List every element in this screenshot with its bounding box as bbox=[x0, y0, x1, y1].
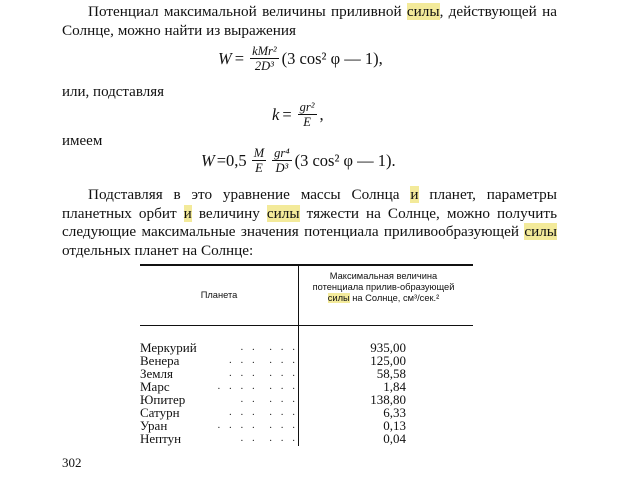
label-we-have: имеем bbox=[62, 133, 103, 149]
planet-name: Уран bbox=[140, 418, 168, 433]
highlight-word: силы bbox=[406, 3, 440, 20]
planet-name: Марс bbox=[140, 379, 170, 394]
planet-name: Юпитер bbox=[140, 392, 186, 407]
planet-value: 58,58 bbox=[376, 366, 406, 381]
highlight-word: и bbox=[410, 186, 419, 203]
label-or-substituting: или, подставляя bbox=[62, 84, 164, 100]
planet-value: 6,33 bbox=[383, 405, 406, 420]
fraction: $\frac{\text{gr⁴}}{\text{D³}}$ bbox=[274, 146, 290, 175]
table-header-potential: Максимальная величина потенциала прилив-образующей силы на Солнце, см³/сек.² bbox=[312, 271, 455, 303]
leader-dots: . . . . . . bbox=[229, 367, 298, 379]
planet-value: 0,13 bbox=[383, 418, 406, 433]
planet-name: Земля bbox=[140, 366, 173, 381]
fraction: $\frac{\text{kMr²}}{\text{2D³}}$ bbox=[252, 44, 277, 73]
leader-dots: . . . . . bbox=[240, 393, 298, 405]
planet-value: 1,84 bbox=[383, 379, 406, 394]
planet-name: Нептун bbox=[140, 431, 182, 446]
table-row bbox=[140, 432, 440, 445]
body-paragraph: Подставляя в это уравнение массы Солнца и планет, параметры планетных орбит и величину силы тяжести на Солнце, можно получить следующие максимальные значения потенциала приливообразующей силы отдельных планет на Солнце: bbox=[62, 186, 557, 259]
planet-name: Меркурий bbox=[140, 340, 197, 355]
leader-dots: . . . . . bbox=[240, 432, 298, 444]
leader-dots: . . . . . . . bbox=[217, 419, 298, 431]
fraction: $\frac{M}{E}$ bbox=[253, 146, 265, 175]
formula-1: W = $\frac{\text{kMr²}}{\text{2D³}}$ (3 cos² φ — 1), bbox=[218, 44, 383, 73]
page-number: 302 bbox=[62, 455, 82, 470]
planet-value: 138,80 bbox=[370, 392, 406, 407]
table-header-planet: Планета bbox=[200, 290, 238, 300]
planet-value: 125,00 bbox=[370, 353, 406, 368]
highlight-word: силы bbox=[327, 293, 350, 303]
planet-name: Венера bbox=[140, 353, 180, 368]
leader-dots: . . . . . . . bbox=[217, 380, 298, 392]
planet-value: 0,04 bbox=[383, 431, 406, 446]
leader-dots: . . . . . . bbox=[229, 406, 298, 418]
leader-dots: . . . . . . bbox=[229, 354, 298, 366]
highlight-word: силы bbox=[266, 204, 300, 222]
planet-name: Сатурн bbox=[140, 405, 180, 420]
fraction: $\frac{\text{gr²}}{E}$ bbox=[299, 100, 315, 129]
highlight-word: и bbox=[183, 204, 192, 222]
formula-2: k = $\frac{\text{gr²}}{E}$ , bbox=[272, 100, 324, 129]
table-top-rule bbox=[140, 264, 473, 266]
highlight-word: силы bbox=[524, 223, 557, 240]
formula-3: W =0,5 $\frac{M}{E}$ $\frac{\text{gr⁴}}{\text{D³}}$ (3 cos² φ — 1). bbox=[201, 146, 396, 175]
intro-paragraph: Потенциал максимальной величины приливной силы, действующей на Солнце, можно найти из выражения bbox=[62, 3, 557, 39]
planet-value: 935,00 bbox=[370, 340, 406, 355]
leader-dots: . . . . . bbox=[240, 341, 298, 353]
table-header-rule bbox=[140, 325, 473, 326]
